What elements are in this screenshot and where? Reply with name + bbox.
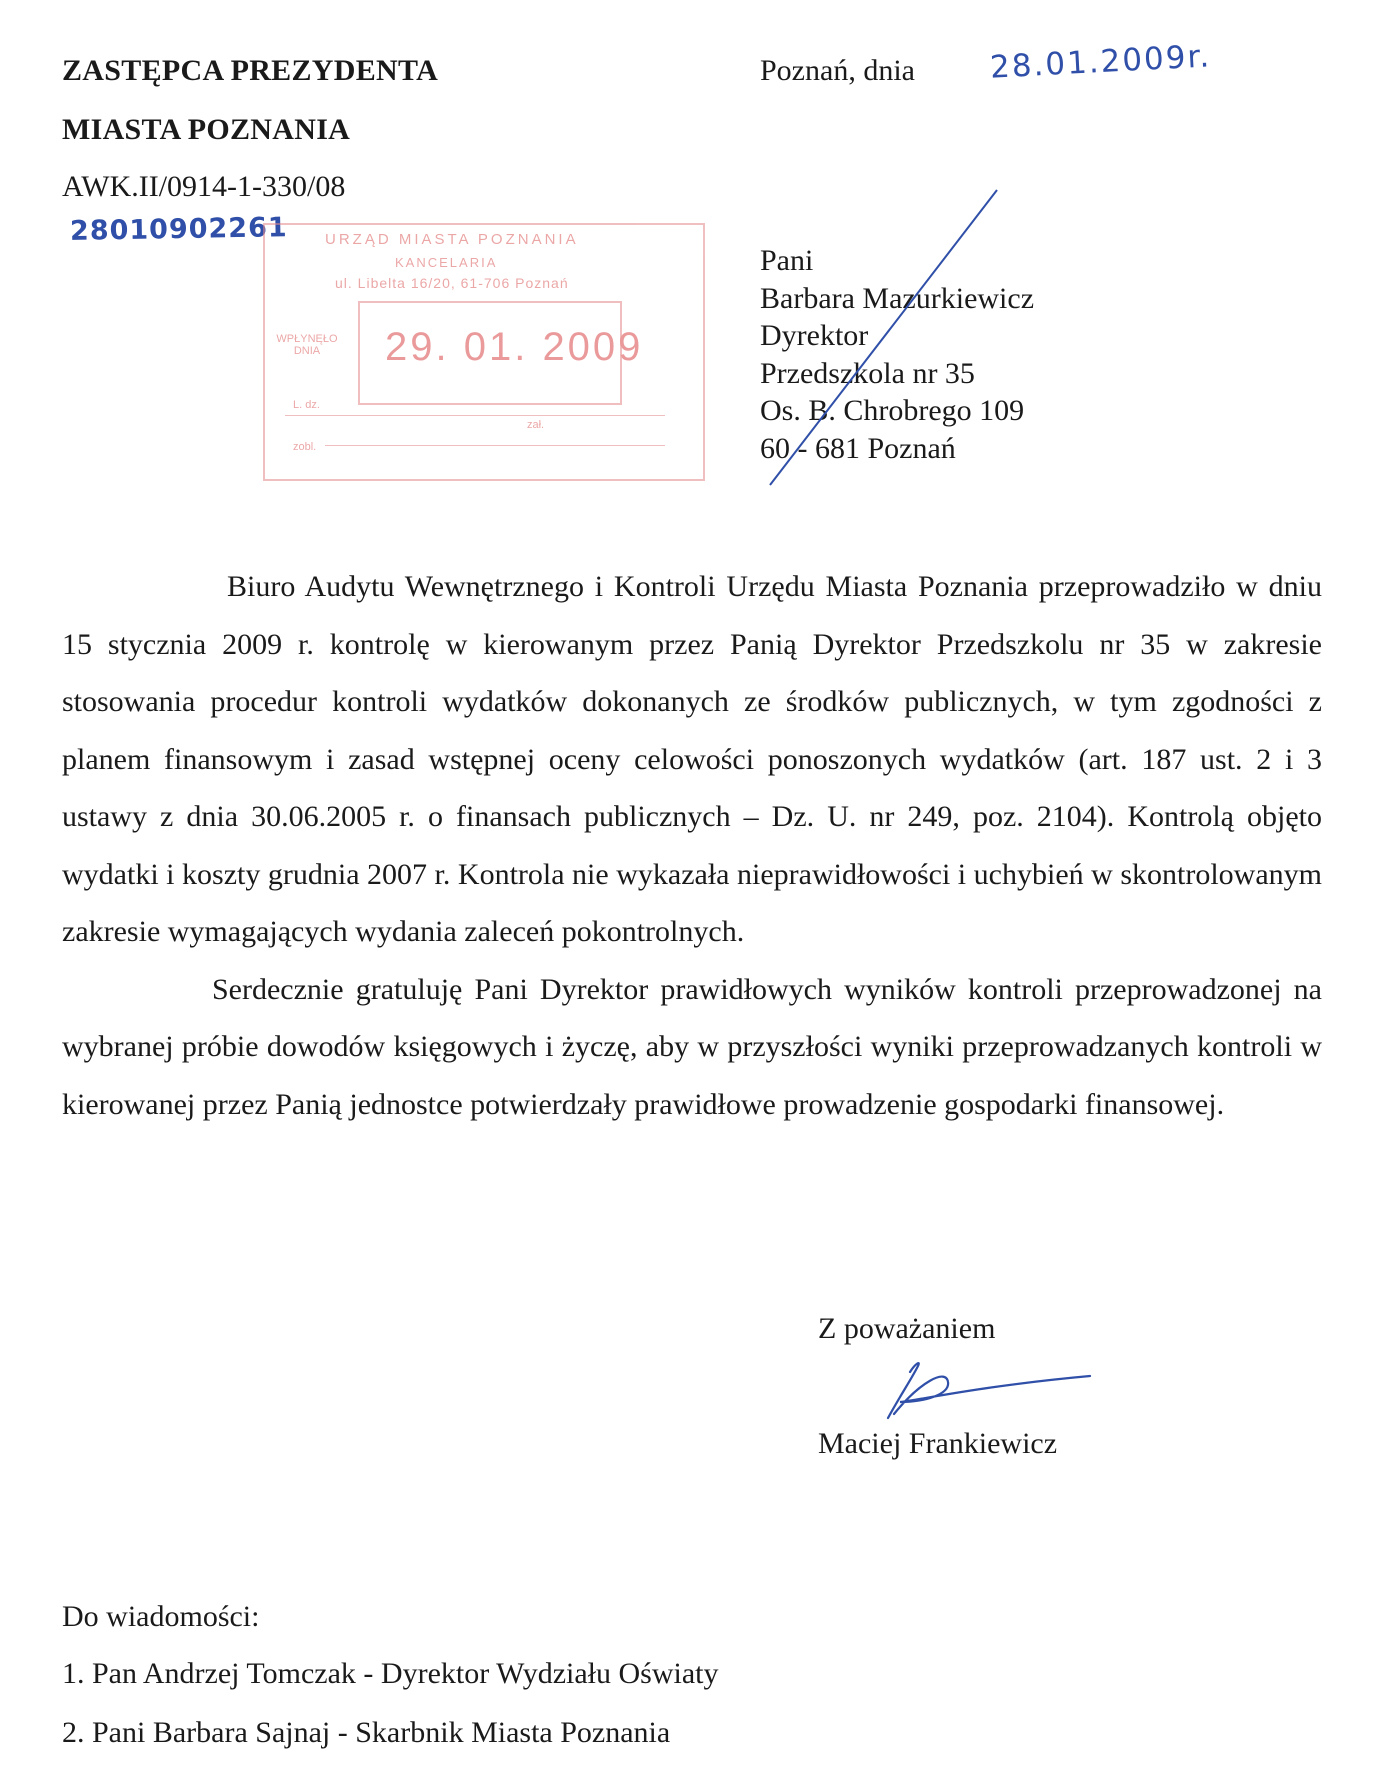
recipient-line: Os. B. Chrobrego 109 <box>760 394 1025 427</box>
stamp-line <box>325 445 665 446</box>
stamp-received-label: WPŁYNĘŁO DNIA <box>276 333 338 357</box>
closing-salutation: Z poważaniem <box>818 1312 996 1345</box>
issuer-title: ZASTĘPCA PREZYDENTA <box>62 54 439 87</box>
signatory-name: Maciej Frankiewicz <box>818 1427 1058 1460</box>
stamp-line <box>285 415 665 416</box>
signature <box>860 1358 1100 1428</box>
body-paragraph-1: Biuro Audytu Wewnętrznego i Kontroli Urzędu Miasta Poznania przeprowadziło w dniu 15 stycznia 2009 r. kontrolę w kierowanym przez Panią Dyrektor Przedszkolu nr 35 w zakresie stosowania procedur kontroli wydatków dokonanych ze środków publicznych, w tym zgodności z planem finansowym i zasad wstępnej oceny celowości ponoszonych wydatków (art. 187 ust. 2 i 3 ustawy z dnia 30.06.2005 r. o finansach publicznych – Dz. U. nr 249, poz. 2104). Kontrolą objęto wydatki i koszty grudnia 2007 r. Kontrola nie wykazała nieprawidłowości i uchybień w skontrolowanym zakresie wymagających wydania zaleceń pokontrolnych. <box>62 570 1322 948</box>
handwritten-number: 28010902261 <box>69 212 288 247</box>
body-paragraph-2: Serdecznie gratuluję Pani Dyrektor prawidłowych wyników kontroli przeprowadzonej na wybranej próbie dowodów księgowych i życzę, aby w przyszłości wyniki przeprowadzanych kontroli w kierowanej przez Panią jednostce potwierdzały prawidłowe prowadzenie gospodarki finansowej. <box>62 972 1322 1121</box>
cc-item: 1. Pan Andrzej Tomczak - Dyrektor Wydziału Oświaty <box>62 1657 719 1690</box>
issuer-city: MIASTA POZNANIA <box>62 113 351 146</box>
reference-number: AWK.II/0914-1-330/08 <box>62 170 346 203</box>
letter-body <box>62 558 1322 1133</box>
recipient-line: 60 - 681 Poznań <box>760 431 956 465</box>
handwritten-date: 28.01.2009r. <box>989 38 1213 86</box>
recipient-line: Pani <box>760 244 814 277</box>
stamp-title: URZĄD MIASTA POZNANIA <box>325 231 579 248</box>
cc-item: 2. Pani Barbara Sajnaj - Skarbnik Miasta Poznania <box>62 1716 671 1749</box>
stamp-field-zobl: zobl. <box>293 441 317 453</box>
stamp-address: ul. Libelta 16/20, 61-706 Poznań <box>335 275 569 291</box>
place-date-label: Poznań, dnia <box>760 54 915 87</box>
registry-stamp <box>263 223 705 481</box>
stamp-subtitle: KANCELARIA <box>395 255 498 270</box>
stamp-field-zal: zał. <box>527 419 545 431</box>
stamp-date: 29. 01. 2009 <box>385 325 644 369</box>
pen-stroke <box>760 185 1010 490</box>
recipient-line: Przedszkola nr 35 <box>760 356 975 390</box>
cc-label: Do wiadomości: <box>62 1600 260 1633</box>
stamp-field-l: L. dz. <box>293 399 320 411</box>
recipient-line: Barbara Mazurkiewicz <box>760 281 1035 315</box>
recipient-line: Dyrektor <box>760 319 869 352</box>
